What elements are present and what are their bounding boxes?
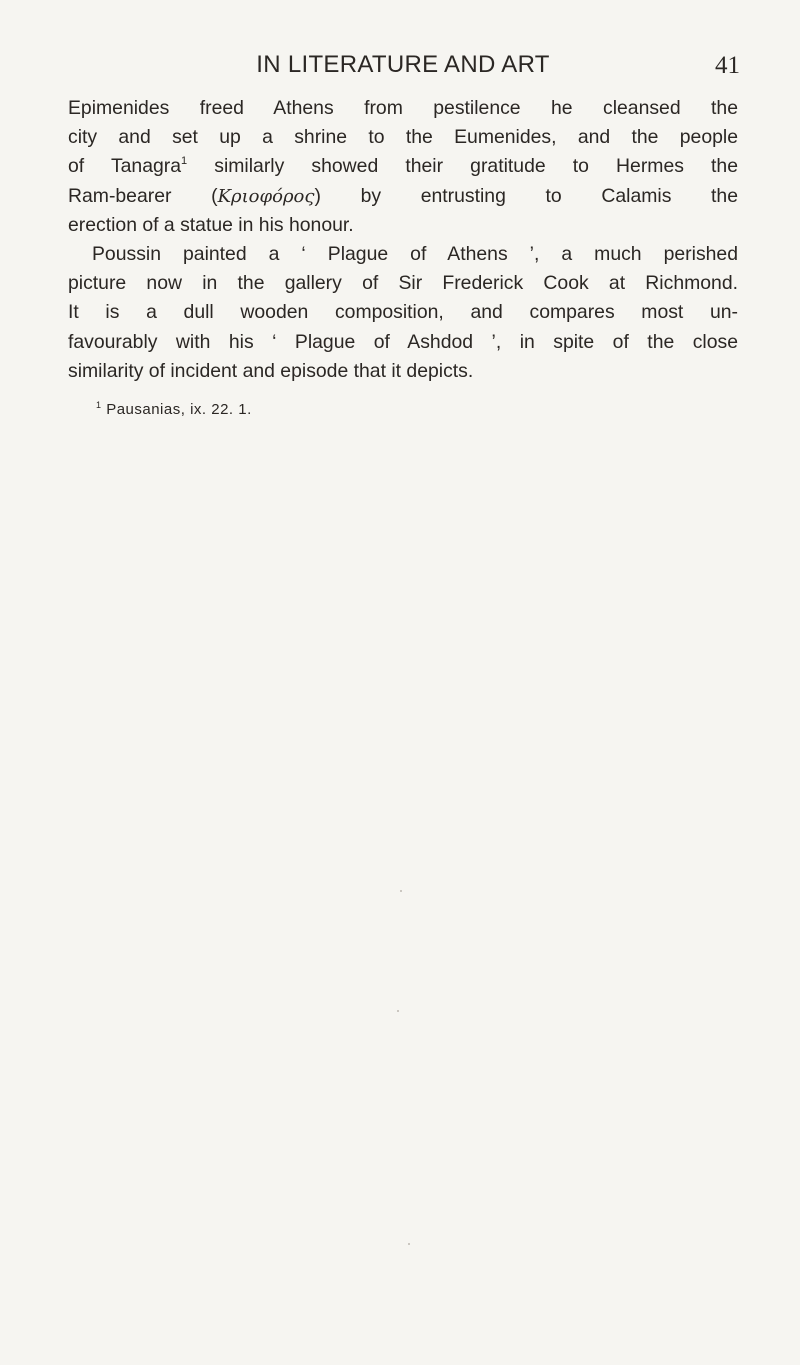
text-fragment: Ram-bearer ( [68,184,218,207]
text-line: It is a dull wooden composition, and compares most un- [68,301,738,324]
paragraph-2 [68,240,738,386]
running-head [68,48,738,82]
text-line: city and set up a shrine to the Eumenides, and the people [68,126,738,149]
text-line [68,182,738,211]
text-line: favourably with his ‘ Plague of Ashdod ’, in spite of the close [68,330,738,353]
text-line: Epimenides freed Athens from pestilence he cleansed the [68,97,738,119]
text-line: picture now in the gallery of Sir Frederick Cook at Richmond. [68,272,738,295]
paper-speck [400,890,402,892]
text-line: erection of a statue in his honour. [68,213,354,236]
text-fragment: similarly showed their gratitude to Hermes the [187,155,739,178]
footnote-mark: 1 [96,400,102,410]
body-text [68,94,738,386]
text-line [68,152,738,181]
greek-word: Κριοφόρος [217,185,315,207]
text-fragment: ) by entrusting to Calamis the [314,184,738,207]
paper-speck [397,1010,399,1012]
footnote-text: Pausanias, ix. 22. 1. [106,401,252,418]
text-line: similarity of incident and episode that it depicts. [68,359,474,382]
text-fragment: of Tanagra [68,155,182,178]
running-title: IN LITERATURE AND ART [256,51,550,78]
page-number: 41 [715,52,740,79]
paper-speck [408,1243,410,1245]
text-line: Poussin painted a ‘ Plague of Athens ’, a much perished [92,243,738,266]
footnote [96,399,252,421]
footnote-reference: 1 [181,155,188,168]
paragraph-1 [68,94,738,240]
